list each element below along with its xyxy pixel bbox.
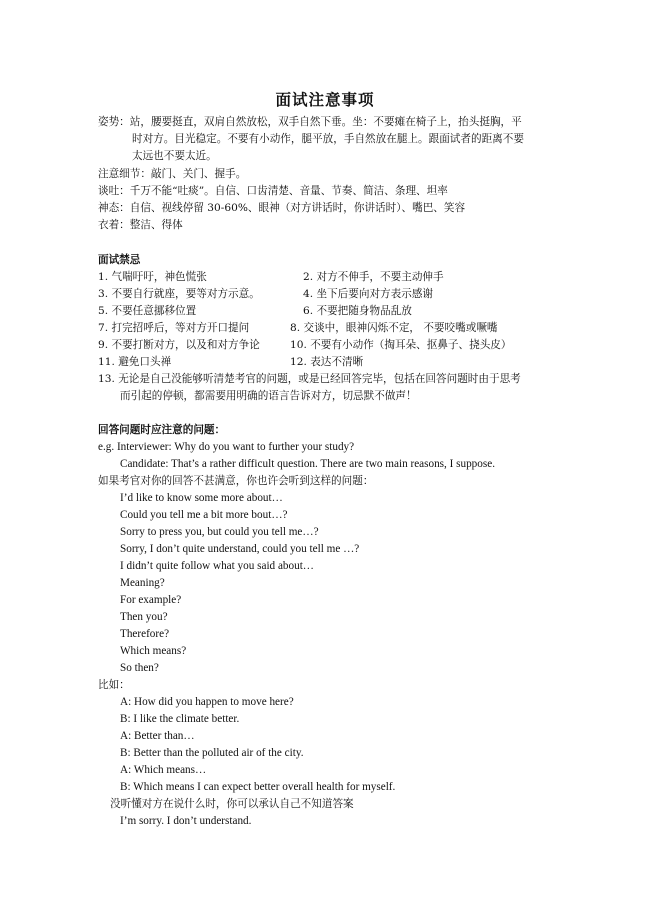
taboo-item-4: 4. 坐下后要向对方表示感谢 xyxy=(303,288,434,300)
dialogue-line: B: Better than the polluted air of the city. xyxy=(120,747,304,759)
taboo-item-12: 12. 表达不清晰 xyxy=(290,356,364,368)
example-interviewer: e.g. Interviewer: Why do you want to further your study? xyxy=(98,441,355,453)
followup-question: Sorry, I don’t quite understand, could you tell me …? xyxy=(120,543,360,555)
speech-line: 谈吐：千万不能“吐痰”。自信、口齿清楚、音量、节奏、简洁、条理、坦率 xyxy=(98,185,448,197)
followup-question: Then you? xyxy=(120,611,168,623)
dialogue-line: A: Which means… xyxy=(120,764,207,776)
followup-intro: 如果考官对你的回答不甚满意，你也许会听到这样的问题： xyxy=(98,475,374,487)
taboo-item-3: 3. 不要自行就座，要等对方示意。 xyxy=(98,288,260,300)
posture-line-3: 太远也不要太近。 xyxy=(132,150,217,162)
details-line: 注意细节：敲门、关门、握手。 xyxy=(98,168,247,180)
answering-heading: 回答问题时应注意的问题： xyxy=(98,424,226,436)
manner-line: 神态：自信、视线停留 30-60%、眼神（对方讲话时，你讲话时）、嘴巴、笑容 xyxy=(98,202,466,214)
example-candidate: Candidate: That’s a rather difficult question. There are two main reasons, I suppose. xyxy=(120,458,495,470)
followup-question: Sorry to press you, but could you tell me…? xyxy=(120,526,319,538)
posture-line-1: 姿势：站，腰要挺直，双肩自然放松，双手自然下垂。坐：不要瘫在椅子上，抬头挺胸，平 xyxy=(98,116,522,128)
followup-question: I’d like to know some more about… xyxy=(120,492,283,504)
followup-question: Therefore? xyxy=(120,628,170,640)
dialogue-line: B: I like the climate better. xyxy=(120,713,240,725)
sorry-phrase: I’m sorry. I don’t understand. xyxy=(120,815,252,827)
taboo-item-13-line-2: 而引起的停顿，都需要用明确的语言告诉对方，切忌默不做声！ xyxy=(120,390,417,402)
dialogue-line: A: Better than… xyxy=(120,730,195,742)
page-title: 面试注意事项 xyxy=(275,91,375,109)
dialogue-line: A: How did you happen to move here? xyxy=(120,696,294,708)
not-understood-note: 没听懂对方在说什么时，你可以承认自己不知道答案 xyxy=(110,798,354,810)
dress-line: 衣着：整洁、得体 xyxy=(98,219,183,231)
taboo-item-1: 1. 气喘吁吁，神色慌张 xyxy=(98,271,207,283)
taboo-item-6: 6. 不要把随身物品乱放 xyxy=(303,305,412,317)
followup-question: Which means? xyxy=(120,645,187,657)
followup-question: I didn’t quite follow what you said about… xyxy=(120,560,314,572)
posture-line-2: 时对方。目光稳定。不要有小动作，腿平放，手自然放在腿上。跟面试者的距离不要 xyxy=(132,133,524,145)
taboo-item-8: 8. 交谈中，眼神闪烁不定， 不要咬嘴或噘嘴 xyxy=(290,322,498,334)
taboo-item-7: 7. 打完招呼后，等对方开口提问 xyxy=(98,322,250,334)
followup-question: Could you tell me a bit more bout…? xyxy=(120,509,288,521)
taboo-item-13-line-1: 13. 无论是自己没能够听清楚考官的问题，或是已经回答完毕，包括在回答问题时由于思考 xyxy=(98,373,521,385)
example-label: 比如： xyxy=(98,679,130,691)
taboo-item-2: 2. 对方不伸手，不要主动伸手 xyxy=(303,271,444,283)
followup-question: For example? xyxy=(120,594,182,606)
dialogue-line: B: Which means I can expect better overall health for myself. xyxy=(120,781,396,793)
followup-question: Meaning? xyxy=(120,577,165,589)
taboo-item-11: 11. 避免口头禅 xyxy=(98,356,172,368)
taboo-item-9: 9. 不要打断对方，以及和对方争论 xyxy=(98,339,260,351)
taboo-item-5: 5. 不要任意挪移位置 xyxy=(98,305,197,317)
taboos-heading: 面试禁忌 xyxy=(98,254,141,266)
taboo-item-10: 10. 不要有小动作（掏耳朵、抠鼻子、挠头皮） xyxy=(290,339,512,351)
followup-question: So then? xyxy=(120,662,159,674)
